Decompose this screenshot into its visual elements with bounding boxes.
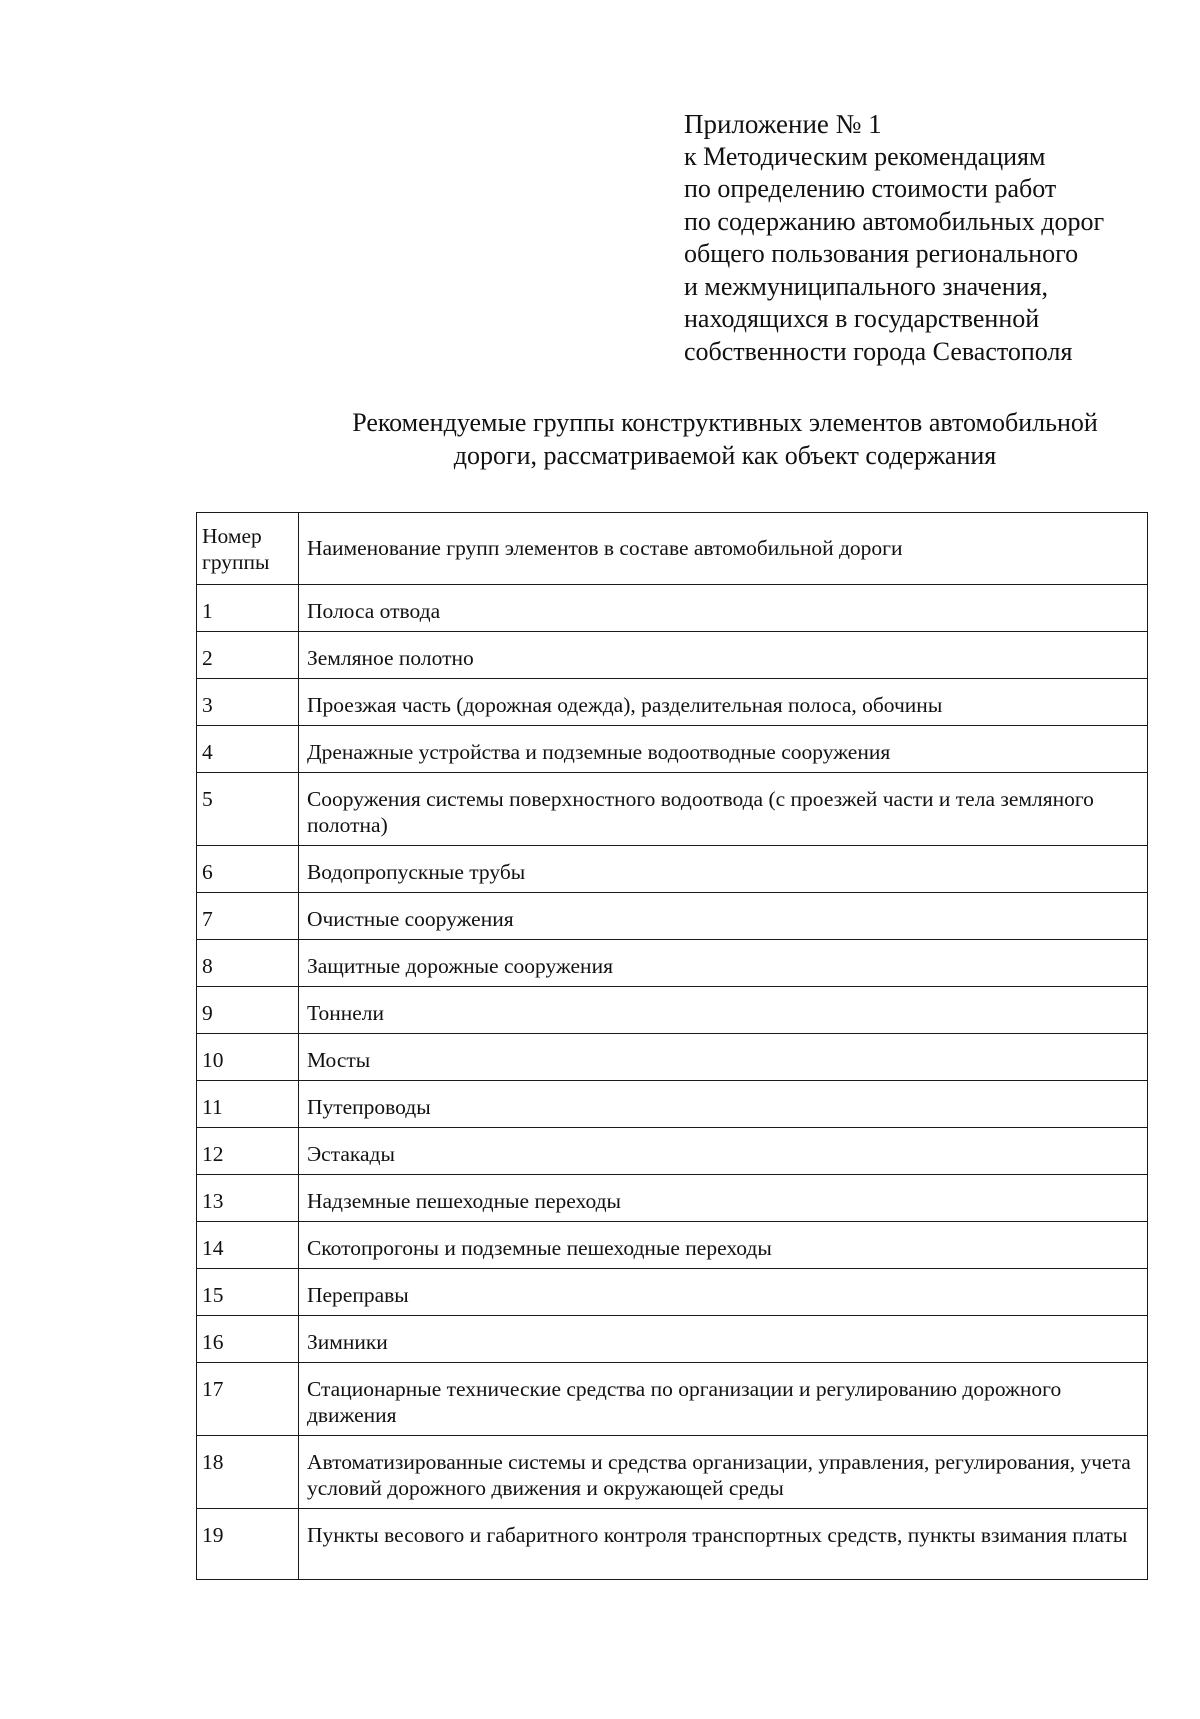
document-title-line: Рекомендуемые группы конструктивных элементов автомобильной [352, 408, 1098, 437]
group-number-cell: 11 [197, 1081, 299, 1128]
appendix-line: общего пользования регионального [684, 239, 1079, 268]
group-number-cell: 17 [197, 1363, 299, 1436]
appendix-line: по содержанию автомобильных дорог [684, 206, 1105, 236]
table-row [197, 632, 1148, 679]
column-header-number-line: группы [202, 550, 270, 574]
column-header-name: Наименование групп элементов в составе автомобильной дороги [298, 513, 1147, 585]
group-name-cell: Переправы [298, 1269, 1147, 1316]
group-name-cell: Дренажные устройства и подземные водоотводные сооружения [298, 726, 1147, 773]
table-row [197, 987, 1148, 1034]
group-number-cell: 3 [197, 679, 299, 726]
table-row [197, 893, 1148, 940]
group-number-cell: 15 [197, 1269, 299, 1316]
table-row [197, 1175, 1148, 1222]
group-name-cell: Пункты весового и габаритного контроля транспортных средств, пункты взимания платы [298, 1509, 1147, 1580]
group-name-cell: Земляное полотно [298, 632, 1147, 679]
group-number-cell: 8 [197, 940, 299, 987]
appendix-line: по определению стоимости работ [684, 174, 1057, 203]
group-name-cell: Защитные дорожные сооружения [298, 940, 1147, 987]
group-number-cell: 6 [197, 846, 299, 893]
column-header-number [197, 513, 299, 585]
group-name-cell: Зимники [298, 1316, 1147, 1363]
group-name-cell: Надземные пешеходные переходы [298, 1175, 1147, 1222]
appendix-heading: Приложение № 1 [684, 109, 882, 139]
group-number-cell: 14 [197, 1222, 299, 1269]
group-number-cell: 9 [197, 987, 299, 1034]
table-row [197, 1269, 1148, 1316]
group-number-cell: 12 [197, 1128, 299, 1175]
table-row [197, 726, 1148, 773]
group-number-cell: 19 [197, 1509, 299, 1580]
group-number-cell: 16 [197, 1316, 299, 1363]
table-row [197, 1509, 1148, 1580]
table-header-row [197, 513, 1148, 585]
group-name-cell: Очистные сооружения [298, 893, 1147, 940]
table-row [197, 846, 1148, 893]
group-name-cell: Эстакады [298, 1128, 1147, 1175]
table-row [197, 1222, 1148, 1269]
group-name-cell: Проезжая часть (дорожная одежда), разделительная полоса, обочины [298, 679, 1147, 726]
document-title [280, 406, 1170, 472]
group-name-cell: Сооружения системы поверхностного водоотвода (с проезжей части и тела земляного полотна) [298, 773, 1147, 846]
appendix-line: и межмуниципального значения, [684, 271, 1049, 301]
group-number-cell: 1 [197, 585, 299, 632]
table-row [197, 1316, 1148, 1363]
group-name-cell: Скотопрогоны и подземные пешеходные переходы [298, 1222, 1147, 1269]
document-title-line: дороги, рассматриваемой как объект содержания [453, 441, 997, 470]
table-row [197, 585, 1148, 632]
table-row [197, 940, 1148, 987]
element-groups-table [196, 512, 1148, 1580]
group-number-cell: 2 [197, 632, 299, 679]
table-row [197, 1128, 1148, 1175]
table-row [197, 1034, 1148, 1081]
group-name-cell: Автоматизированные системы и средства организации, управления, регулирования, учета условий дорожного движения и окружающей среды [298, 1436, 1147, 1509]
group-name-cell: Водопропускные трубы [298, 846, 1147, 893]
table-row [197, 679, 1148, 726]
group-name-cell: Путепроводы [298, 1081, 1147, 1128]
table-row [197, 1081, 1148, 1128]
appendix-line: находящихся в государственной [684, 304, 1040, 333]
table-row [197, 773, 1148, 846]
group-number-cell: 7 [197, 893, 299, 940]
group-name-cell: Мосты [298, 1034, 1147, 1081]
group-name-cell: Стационарные технические средства по организации и регулированию дорожного движения [298, 1363, 1147, 1436]
table-row [197, 1363, 1148, 1436]
appendix-note [684, 108, 1146, 368]
column-header-number-line: Номер [202, 524, 262, 548]
group-number-cell: 4 [197, 726, 299, 773]
group-number-cell: 13 [197, 1175, 299, 1222]
group-number-cell: 18 [197, 1436, 299, 1509]
table-row [197, 1436, 1148, 1509]
appendix-line: к Методическим рекомендациям [684, 141, 1046, 171]
group-name-cell: Тоннели [298, 987, 1147, 1034]
group-number-cell: 10 [197, 1034, 299, 1081]
appendix-line: собственности города Севастополя [684, 336, 1073, 366]
group-name-cell: Полоса отвода [298, 585, 1147, 632]
group-number-cell: 5 [197, 773, 299, 846]
